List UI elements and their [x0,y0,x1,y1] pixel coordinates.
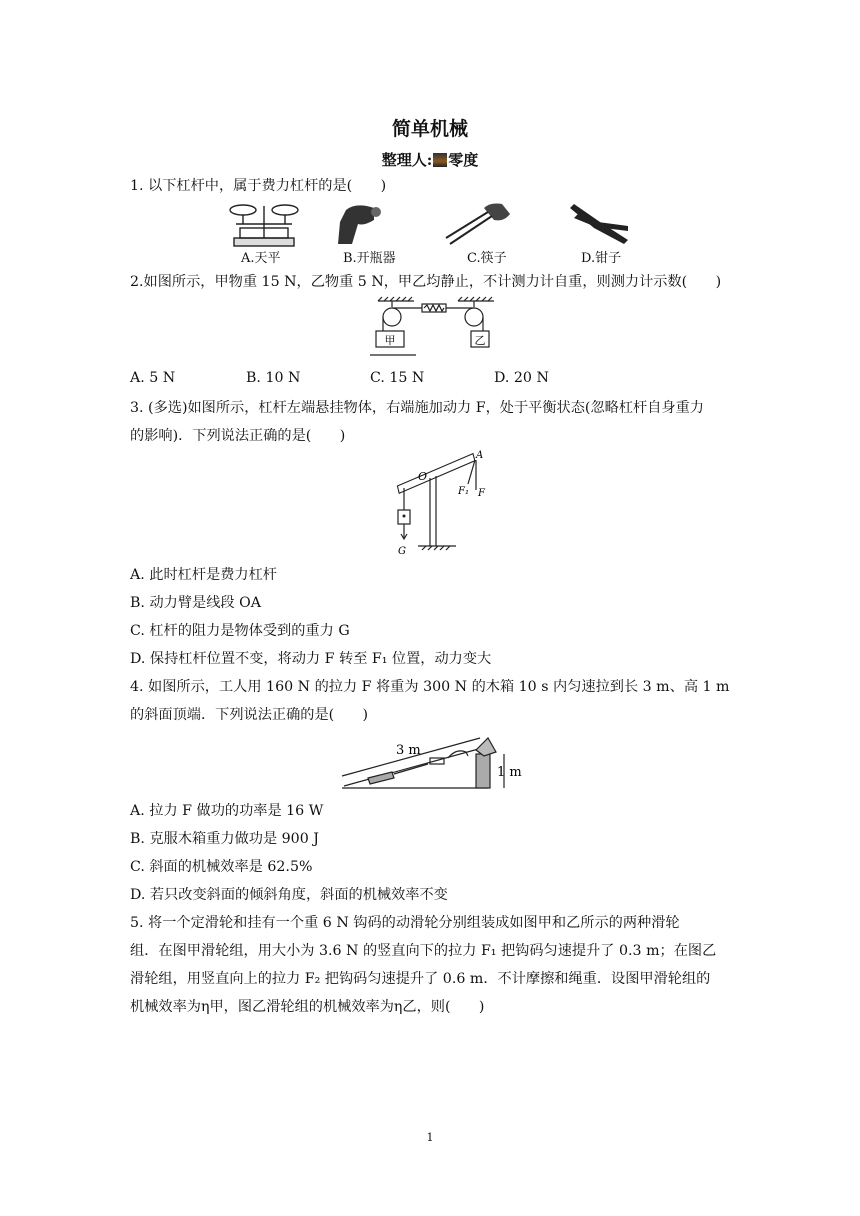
author-prefix: 整理人: [381,151,433,169]
q3-fig-label-g: G [398,546,406,557]
q2-fig-label-yi: 乙 [474,334,486,347]
q3-option-c: C. 杠杆的阻力是物体受到的重力 G [130,623,350,639]
author-name: 零度 [448,151,479,169]
pliers-icon [570,204,628,244]
q4-fig-label-length: 3 m [396,743,421,758]
q3-option-b: B. 动力臂是线段 OA [130,595,261,611]
q4-incline-figure [338,734,524,792]
bottle-opener-icon [338,205,381,244]
q3-stem-line1: 3. (多选)如图所示，杠杆左端悬挂物体，右端施加动力 F，处于平衡状态(忽略杠杆自身重力 [130,400,704,416]
page-title: 简单机械 [391,118,468,140]
q4-stem-line2: 的斜面顶端．下列说法正确的是( ) [130,707,369,723]
q5-line2: 组．在图甲滑轮组，用大小为 3.6 N 的竖直向下的拉力 F₁ 把钩码匀速提升了 0.3 m；在图乙 [130,943,717,959]
q5-line3: 滑轮组，用竖直向上的拉力 F₂ 把钩码匀速提升了 0.6 m．不计摩擦和绳重．设图甲滑轮组的 [130,971,711,987]
q3-stem-line2: 的影响)．下列说法正确的是( ) [130,428,346,444]
q3-fig-label-o: O [418,470,428,483]
author-logo-icon [433,153,447,167]
q1-option-a: A.天平 [241,251,281,266]
q5-line1: 5. 将一个定滑轮和挂有一个重 6 N 钩码的动滑轮分别组装成如图甲和乙所示的两种滑轮 [130,915,680,931]
q2-option-c: C. 15 N [370,370,425,386]
q1-option-b: B.开瓶器 [343,251,396,266]
q3-fig-label-a: A [476,450,484,461]
q1-figures [226,198,636,250]
q3-fig-label-f: F [478,488,485,499]
q2-option-b: B. 10 N [246,370,301,386]
chopsticks-icon [446,204,510,245]
q3-option-d: D. 保持杠杆位置不变，将动力 F 转至 F₁ 位置，动力变大 [130,651,492,667]
balance-scale-icon [230,205,298,246]
q4-stem-line1: 4. 如图所示，工人用 160 N 的拉力 F 将重为 300 N 的木箱 10 s 内匀速拉到长 3 m、高 1 m [130,679,730,695]
q4-option-a: A. 拉力 F 做功的功率是 16 W [130,803,324,819]
q1-option-d: D.钳子 [581,251,622,266]
q3-option-a: A. 此时杠杆是费力杠杆 [130,567,277,583]
q4-fig-label-height: 1 m [497,765,522,780]
q1-stem: 1. 以下杠杆中，属于费力杠杆的是( ) [130,178,387,194]
q2-option-d: D. 20 N [494,370,549,386]
q3-fig-label-f1: F₁ [458,486,469,497]
q5-line4: 机械效率为η甲，图乙滑轮组的机械效率为η乙，则( ) [130,999,485,1015]
q2-figure [370,297,500,359]
q4-option-c: C. 斜面的机械效率是 62.5% [130,859,313,875]
q4-option-b: B. 克服木箱重力做功是 900 J [130,831,319,847]
q2-stem: 2.如图所示，甲物重 15 N，乙物重 5 N，甲乙均静止，不计测力计自重，则测力计示数( ) [130,274,722,290]
q2-fig-label-jia: 甲 [384,334,396,347]
author-line [0,149,860,170]
q2-option-a: A. 5 N [130,370,176,386]
q3-lever-figure [392,450,485,558]
q1-option-c: C.筷子 [467,251,507,266]
q4-option-d: D. 若只改变斜面的倾斜角度，斜面的机械效率不变 [130,887,448,903]
page-number: 1 [426,1131,434,1144]
